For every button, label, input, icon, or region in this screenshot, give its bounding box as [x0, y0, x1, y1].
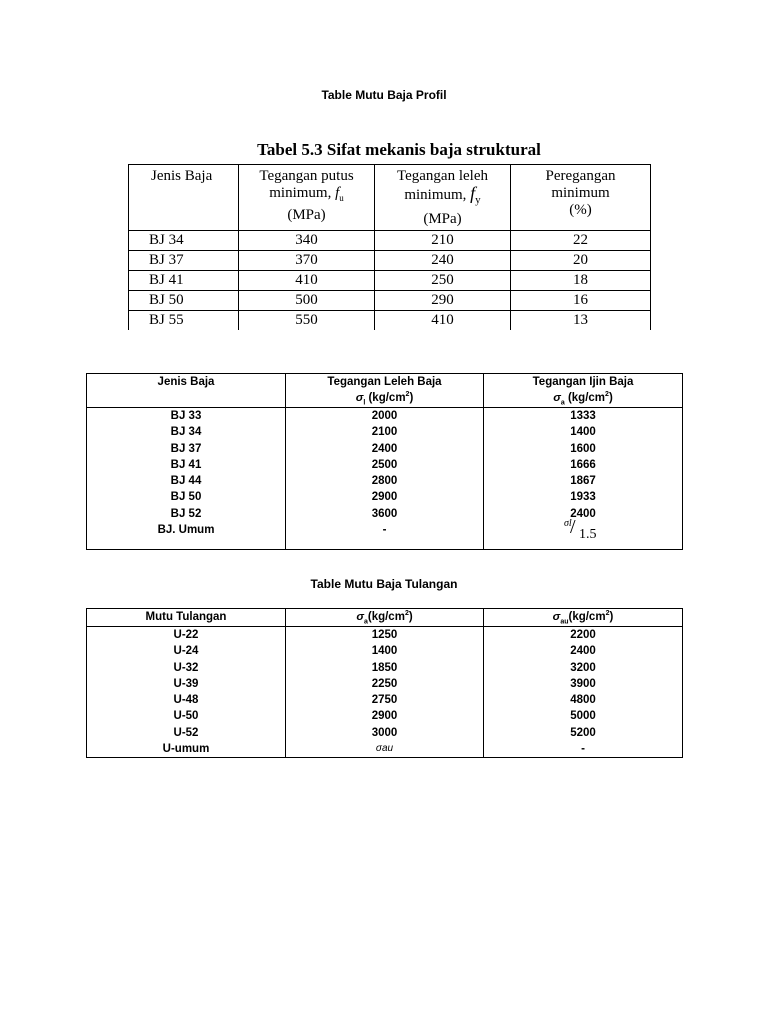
table-row	[87, 522, 683, 550]
header-jenis-baja: Jenis Baja	[87, 374, 286, 408]
cell-mutu: U-48	[87, 692, 286, 708]
cell-sigma-au: -	[484, 741, 683, 758]
cell-fu: 550	[239, 311, 375, 331]
cell-sigma-a: 2250	[286, 676, 484, 692]
table-row	[87, 692, 683, 708]
cell-fu: 340	[239, 231, 375, 251]
cell-sigma-au: 3900	[484, 676, 683, 692]
table-row	[87, 643, 683, 659]
cell-fy: 210	[375, 231, 511, 251]
profil-stress-table	[86, 373, 683, 550]
table-row	[87, 489, 683, 505]
header-sigma-a: $\sigma_a(kg/cm^2)$	[286, 609, 484, 627]
cell-sigma-au: 3200	[484, 660, 683, 676]
cell-sigma-a: 1400	[286, 643, 484, 659]
table-row	[87, 627, 683, 644]
cell-leleh: 2400	[286, 441, 484, 457]
cell-ijin: 1867	[484, 473, 683, 489]
cell-jenis: BJ 34	[87, 424, 286, 440]
cell-leleh: 2900	[286, 489, 484, 505]
cell-ijin: 1933	[484, 489, 683, 505]
table-row	[87, 725, 683, 741]
table-row	[87, 408, 683, 425]
table-header-row	[87, 374, 683, 408]
scan-table-title: Tabel 5.3 Sifat mekanis baja struktural	[257, 140, 541, 159]
cell-leleh: 2100	[286, 424, 484, 440]
cell-fu: 370	[239, 251, 375, 271]
table-row	[87, 441, 683, 457]
cell-jenis: BJ 33	[87, 408, 286, 425]
cell-sigma-a: 2750	[286, 692, 484, 708]
title-mutu-baja-tulangan: Table Mutu Baja Tulangan	[310, 577, 458, 591]
cell-mutu: U-52	[87, 725, 286, 741]
cell-fy: 290	[375, 291, 511, 311]
table-row	[129, 271, 651, 291]
cell-sigma-au: 2400	[484, 643, 683, 659]
table-row	[87, 741, 683, 758]
header-tegangan-putus: Tegangan putus minimum, $f_u$ (MPa)	[239, 165, 375, 231]
title-mutu-baja-profil: Table Mutu Baja Profil	[321, 88, 447, 102]
cell-mutu: U-22	[87, 627, 286, 644]
table-row	[129, 251, 651, 271]
cell-jenis: BJ 37	[87, 441, 286, 457]
cell-peregangan: 22	[511, 231, 651, 251]
cell-ijin: 1600	[484, 441, 683, 457]
table-row	[129, 291, 651, 311]
header-sigma-au: $\sigma_{au}(kg/cm^2)$	[484, 609, 683, 627]
cell-ijin: 1400	[484, 424, 683, 440]
cell-sigma-a: 2900	[286, 708, 484, 724]
cell-fy: 250	[375, 271, 511, 291]
header-peregangan: Peregangan minimum (%)	[511, 165, 651, 231]
table-header-row	[87, 609, 683, 627]
cell-fu: 500	[239, 291, 375, 311]
header-tegangan-leleh: Tegangan Leleh Baja $\sigma_l$ $(kg/cm^2)$	[286, 374, 484, 408]
cell-mutu: U-umum	[87, 741, 286, 758]
cell-mutu: U-50	[87, 708, 286, 724]
cell-jenis: BJ 55	[129, 311, 239, 331]
table-row	[87, 457, 683, 473]
cell-jenis: BJ 37	[129, 251, 239, 271]
cell-ijin: 1333	[484, 408, 683, 425]
cell-sigma-au: 2200	[484, 627, 683, 644]
cell-jenis: BJ 50	[129, 291, 239, 311]
cell-jenis: BJ 44	[87, 473, 286, 489]
table-row	[87, 506, 683, 522]
tulangan-stress-table	[86, 608, 683, 758]
cell-jenis: BJ 52	[87, 506, 286, 522]
cell-ijin: 1666	[484, 457, 683, 473]
table-row	[87, 473, 683, 489]
cell-jenis: BJ 34	[129, 231, 239, 251]
cell-sigma-a: 1850	[286, 660, 484, 676]
table-row	[129, 231, 651, 251]
cell-peregangan: 20	[511, 251, 651, 271]
cell-jenis: BJ 41	[129, 271, 239, 291]
cell-leleh: 2000	[286, 408, 484, 425]
cell-fy: 410	[375, 311, 511, 331]
cell-leleh: 2500	[286, 457, 484, 473]
cell-sigma-a: 3000	[286, 725, 484, 741]
cell-jenis: BJ 50	[87, 489, 286, 505]
cell-leleh: 2800	[286, 473, 484, 489]
scanned-table-5-3	[128, 140, 650, 330]
table-row	[87, 676, 683, 692]
cell-mutu: U-39	[87, 676, 286, 692]
cell-mutu: U-24	[87, 643, 286, 659]
table-row	[87, 660, 683, 676]
table-header-row	[129, 165, 651, 231]
header-tegangan-leleh: Tegangan leleh minimum, $f_y$ (MPa)	[375, 165, 511, 231]
fraction-formula: σl / 1.5	[564, 516, 597, 543]
cell-sigma-a: σau	[286, 741, 484, 758]
cell-peregangan: 16	[511, 291, 651, 311]
cell-peregangan: 13	[511, 311, 651, 331]
cell-sigma-a: 1250	[286, 627, 484, 644]
cell-sigma-au: 4800	[484, 692, 683, 708]
cell-leleh: 3600	[286, 506, 484, 522]
cell-ijin: 2400	[484, 506, 683, 522]
cell-peregangan: 18	[511, 271, 651, 291]
mechanical-properties-table	[128, 164, 651, 330]
cell-leleh: -	[286, 522, 484, 550]
cell-ijin-formula	[484, 516, 683, 550]
table-row	[129, 311, 651, 331]
cell-fy: 240	[375, 251, 511, 271]
cell-fu: 410	[239, 271, 375, 291]
cell-mutu: U-32	[87, 660, 286, 676]
cell-jenis: BJ 41	[87, 457, 286, 473]
table-row	[87, 708, 683, 724]
cell-sigma-au: 5200	[484, 725, 683, 741]
cell-jenis: BJ. Umum	[87, 522, 286, 550]
table-row	[87, 424, 683, 440]
header-mutu-tulangan: Mutu Tulangan	[87, 609, 286, 627]
header-tegangan-ijin: Tegangan Ijin Baja $\sigma_a$ $(kg/cm^2)$	[484, 374, 683, 408]
cell-sigma-au: 5000	[484, 708, 683, 724]
header-jenis-baja: Jenis Baja	[129, 165, 239, 231]
